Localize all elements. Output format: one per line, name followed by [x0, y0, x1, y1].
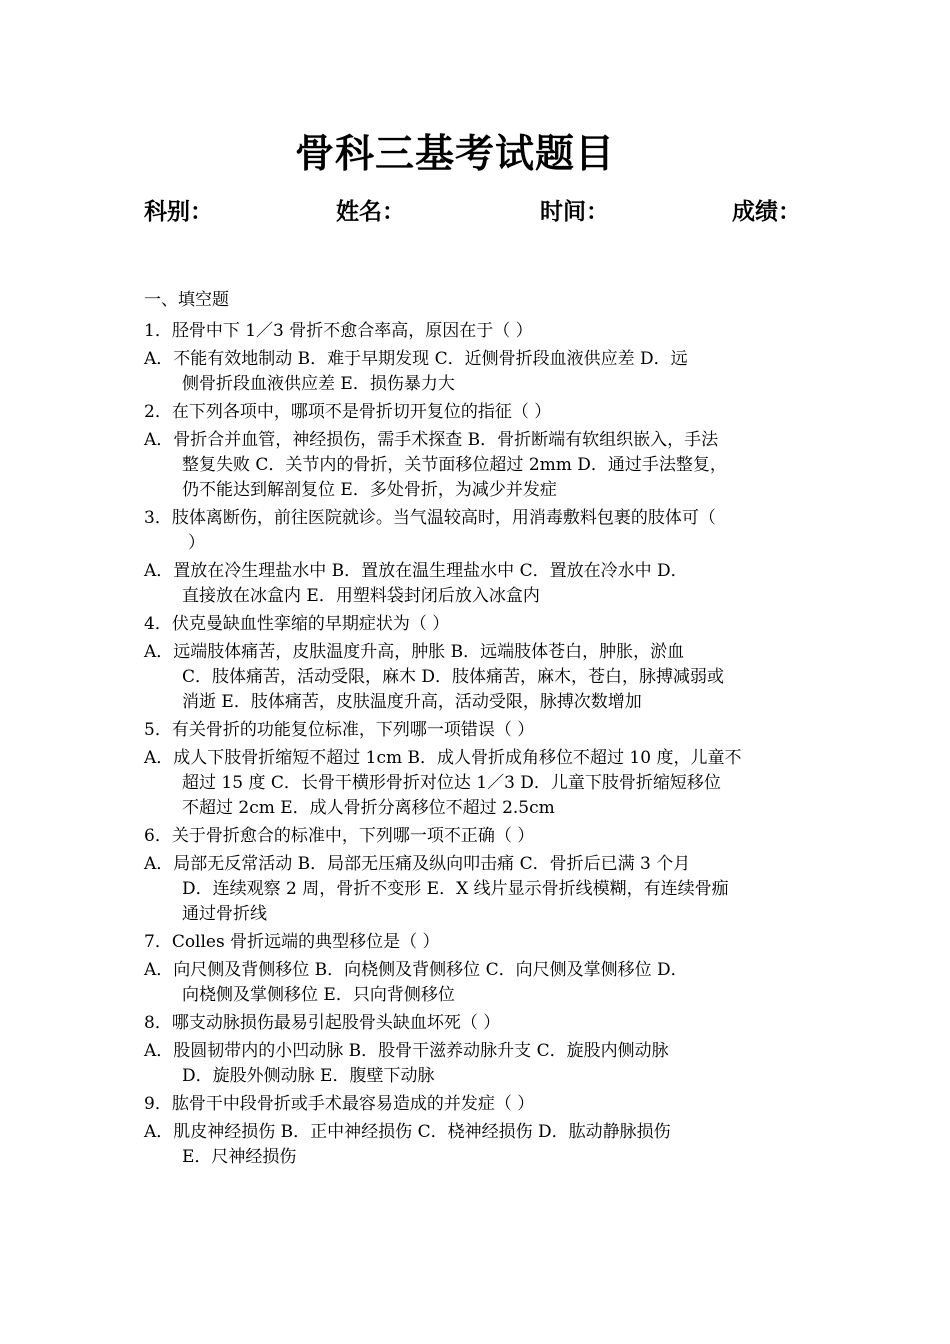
answer-options-line: D．连续观察 2 周，骨折不变形 E．X 线片显示骨折线模糊，有连续骨痂 [182, 879, 729, 899]
question-item [144, 319, 810, 397]
question-stem [144, 930, 810, 955]
question-stem-line: 9．肱骨干中段骨折或手术最容易造成的并发症（ ） [144, 1094, 535, 1114]
department-field-label: 科别： [144, 199, 213, 225]
question-stem [144, 824, 810, 849]
question-stem-line: 7．Colles 骨折远端的典型移位是（ ） [144, 932, 440, 952]
answer-options-line: A．肌皮神经损伤 B．正中神经损伤 C．桡神经损伤 D．肱动静脉损伤 [144, 1122, 671, 1142]
answer-options-line: 侧骨折段血液供应差 E．损伤暴力大 [182, 374, 455, 394]
answer-options-line: A．局部无反常活动 B．局部无压痛及纵向叩击痛 C．骨折后已满 3 个月 [144, 854, 691, 874]
answer-options-line: A．骨折合并血管，神经损伤，需手术探查 B．骨折断端有软组织嵌入，手法 [144, 430, 719, 450]
question-item [144, 506, 810, 609]
question-stem-line: 2．在下列各项中，哪项不是骨折切开复位的指征（ ） [144, 402, 552, 422]
question-stem [144, 400, 810, 425]
time-field-label: 时间： [540, 199, 609, 225]
answer-options [144, 640, 810, 715]
answer-options-line: C．肢体痛苦，活动受限，麻木 D．肢体痛苦，麻木，苍白，脉搏减弱或 [182, 667, 725, 687]
question-stem-line: 6．关于骨折愈合的标准中，下列哪一项不正确（ ） [144, 826, 535, 846]
answer-options [144, 1039, 810, 1089]
answer-options-line: 直接放在冰盒内 E．用塑料袋封闭后放入冰盒内 [182, 586, 540, 606]
name-field-label: 姓名： [336, 199, 405, 225]
question-item [144, 930, 810, 1008]
answer-options-line: A．股圆韧带内的小凹动脉 B．股骨干滋养动脉升支 C．旋股内侧动脉 [144, 1041, 669, 1061]
question-stem [144, 1092, 810, 1117]
question-stem-line: 1．胫骨中下 1／3 骨折不愈合率高，原因在于（ ） [144, 321, 533, 341]
question-stem-line: 5．有关骨折的功能复位标准，下列哪一项错误（ ） [144, 720, 535, 740]
question-stem-line: 4．伏克曼缺血性挛缩的早期症状为（ ） [144, 614, 450, 634]
question-stem-line: 8．哪支动脉损伤最易引起股骨头缺血坏死（ ） [144, 1013, 501, 1033]
question-item [144, 1011, 810, 1089]
question-stem [144, 319, 810, 344]
question-item [144, 612, 810, 715]
answer-options-line: A．置放在冷生理盐水中 B．置放在温生理盐水中 C．置放在冷水中 D． [144, 561, 688, 581]
answer-options-line: A．向尺侧及背侧移位 B．向桡侧及背侧移位 C．向尺侧及掌侧移位 D． [144, 960, 688, 980]
answer-options-line: 通过骨折线 [182, 904, 267, 924]
question-stem [144, 718, 810, 743]
question-item [144, 824, 810, 927]
answer-options-line: 仍不能达到解剖复位 E．多处骨折，为减少并发症 [182, 480, 557, 500]
answer-options [144, 746, 810, 821]
answer-options [144, 428, 810, 503]
question-item [144, 1092, 810, 1170]
answer-options-line: A．成人下肢骨折缩短不超过 1cm B．成人骨折成角移位不超过 10 度，儿童不 [144, 748, 742, 768]
exam-content [144, 288, 810, 1173]
section-heading: 一、填空题 [144, 290, 229, 310]
answer-options-line: E．尺神经损伤 [182, 1147, 297, 1167]
answer-options-line: A．远端肢体痛苦，皮肤温度升高，肿胀 B．远端肢体苍白，肿胀，淤血 [144, 642, 685, 662]
answer-options-line: 消逝 E．肢体痛苦，皮肤温度升高，活动受限，脉搏次数增加 [182, 692, 642, 712]
answer-options-line: A．不能有效地制动 B．难于早期发现 C．近侧骨折段血液供应差 D．远 [144, 349, 688, 369]
question-stem [144, 506, 810, 556]
question-stem-line: 3．肢体离断伤，前往医院就诊。当气温较高时，用消毒敷料包裹的肢体可（ [144, 508, 716, 528]
answer-options-line: 不超过 2cm E．成人骨折分离移位不超过 2.5cm [182, 798, 555, 818]
answer-options-line: 超过 15 度 C．长骨干横形骨折对位达 1／3 D．儿童下肢骨折缩短移位 [182, 773, 721, 793]
answer-options [144, 347, 810, 397]
question-stem [144, 612, 810, 637]
answer-options-line: 整复失败 C．关节内的骨折，关节面移位超过 2mm D．通过手法整复， [182, 455, 727, 475]
question-stem-line: ） [188, 533, 205, 553]
answer-options-line: 向桡侧及掌侧移位 E．只向背侧移位 [182, 985, 455, 1005]
question-stem [144, 1011, 810, 1036]
question-item [144, 400, 810, 503]
answer-options [144, 1120, 810, 1170]
document-title: 骨科三基考试题目 [294, 132, 615, 177]
answer-options-line: D．旋股外侧动脉 E．腹壁下动脉 [182, 1066, 435, 1086]
answer-options [144, 958, 810, 1008]
score-field-label: 成绩： [732, 199, 801, 225]
answer-options [144, 852, 810, 927]
header-fields [144, 192, 804, 232]
answer-options [144, 559, 810, 609]
question-list [144, 319, 810, 1170]
question-item [144, 718, 810, 821]
